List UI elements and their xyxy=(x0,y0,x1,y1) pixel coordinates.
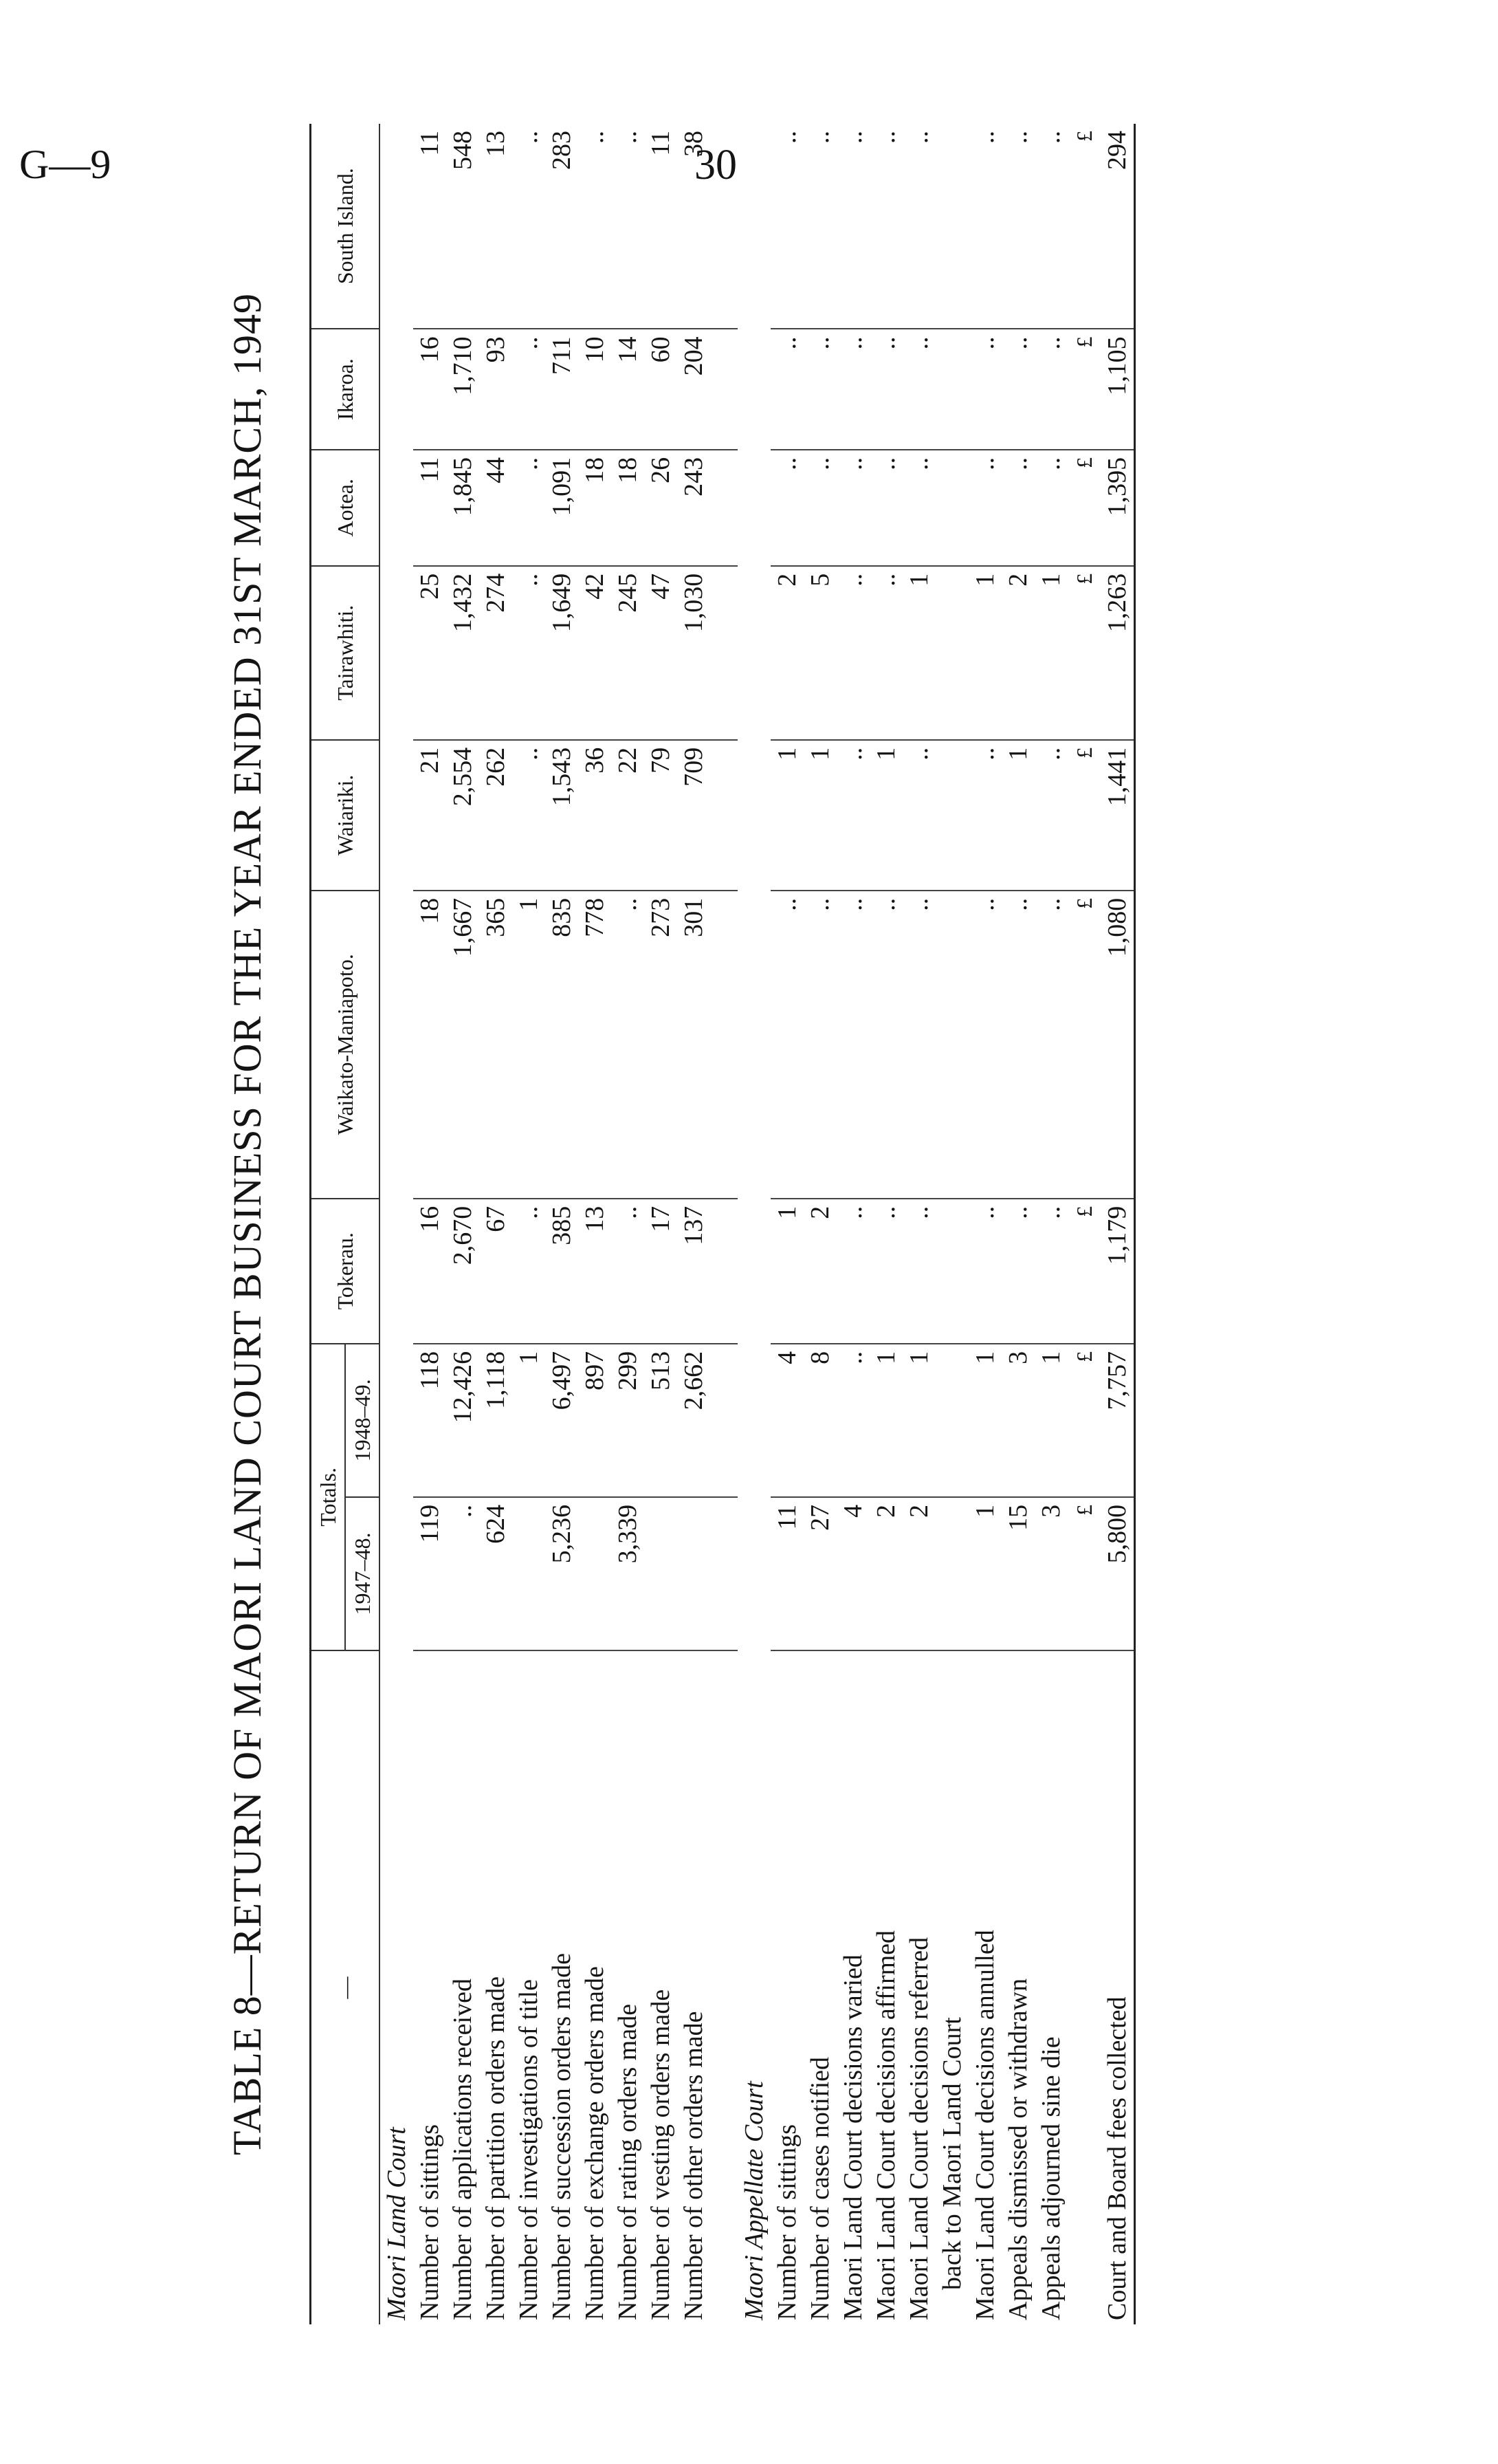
table-cell: .. xyxy=(903,891,936,1199)
table-cell: 7,757 xyxy=(1101,1344,1135,1497)
table-cell: 709 xyxy=(677,740,710,891)
table-cell: 1,441 xyxy=(1101,740,1135,891)
table-cell: 1,432 xyxy=(446,566,479,740)
table-row xyxy=(677,124,710,2324)
table-cell xyxy=(710,124,738,329)
table-cell: 42 xyxy=(578,566,611,740)
table-cell: 11 xyxy=(771,1497,804,1650)
header-tairawhiti: Tairawhiti. xyxy=(311,566,380,740)
table-cell: 93 xyxy=(479,329,512,450)
table-cell: 5 xyxy=(804,566,837,740)
table-title: TABLE 8—RETURN OF MAORI LAND COURT BUSINESS FOR THE YEAR ENDED 31ST MARCH, 1949 xyxy=(225,293,269,2155)
table-cell: 273 xyxy=(644,891,677,1199)
table-cell: 1,091 xyxy=(545,450,578,566)
table-row xyxy=(644,124,677,2324)
table-cell: .. xyxy=(870,891,903,1199)
table-cell: .. xyxy=(771,450,804,566)
table-cell: .. xyxy=(1035,329,1068,450)
table-cell: 60 xyxy=(644,329,677,450)
table-cell: .. xyxy=(512,450,545,566)
table-cell: 1,649 xyxy=(545,566,578,740)
table-cell: 27 xyxy=(804,1497,837,1650)
table-row xyxy=(545,124,578,2324)
table-cell: 11 xyxy=(413,124,446,329)
table-cell: .. xyxy=(611,124,644,329)
table-cell: .. xyxy=(969,1199,1002,1344)
table-cell: 5,800 xyxy=(1101,1497,1135,1650)
table-cell: .. xyxy=(804,891,837,1199)
table-cell xyxy=(710,329,738,450)
table-cell: 3,339 xyxy=(611,1497,644,1650)
header-waiariki: Waiariki. xyxy=(311,740,380,891)
table-cell: .. xyxy=(611,1199,644,1344)
table-cell: .. xyxy=(512,124,545,329)
table-cell: 14 xyxy=(611,329,644,450)
table-cell: 79 xyxy=(644,740,677,891)
table-cell: 1,118 xyxy=(479,1344,512,1497)
row-label: Number of applications received xyxy=(448,1978,477,2320)
table-cell xyxy=(710,740,738,891)
table-cell: .. xyxy=(903,1199,936,1344)
header-blank: — xyxy=(311,1650,380,2324)
page-number: 30 xyxy=(694,142,737,188)
page-reference: G—9 xyxy=(19,142,111,187)
table-cell: 2 xyxy=(771,566,804,740)
table-cell xyxy=(936,891,969,1199)
table-cell: .. xyxy=(870,329,903,450)
section-maori-land-court: Maori Land Court xyxy=(382,2127,411,2320)
table-cell: 1,710 xyxy=(446,329,479,450)
table-cell: 548 xyxy=(446,124,479,329)
table-cell: 299 xyxy=(611,1344,644,1497)
table-cell: 1 xyxy=(870,1344,903,1497)
table-cell xyxy=(710,1344,738,1497)
table-cell xyxy=(710,1497,738,1650)
table-row xyxy=(413,124,446,2324)
table-cell: 16 xyxy=(413,1199,446,1344)
row-label: Appeals dismissed or withdrawn xyxy=(1004,1978,1033,2320)
table-cell xyxy=(578,1497,611,1650)
table-cell: .. xyxy=(969,740,1002,891)
table-cell: 1 xyxy=(512,891,545,1199)
table-cell: £ xyxy=(1068,566,1101,740)
header-totals: Totals. xyxy=(311,1344,346,1650)
table-cell: 26 xyxy=(644,450,677,566)
table-cell: 624 xyxy=(479,1497,512,1650)
table-cell: 262 xyxy=(479,740,512,891)
row-label: back to Maori Land Court xyxy=(938,2017,967,2290)
table-row xyxy=(1002,124,1035,2324)
table-cell: .. xyxy=(804,124,837,329)
table-cell: £ xyxy=(1068,1344,1101,1497)
table-cell: £ xyxy=(1068,124,1101,329)
currency-row xyxy=(1068,124,1101,2324)
table-row xyxy=(1035,124,1068,2324)
table-cell: £ xyxy=(1068,329,1101,450)
table-cell: .. xyxy=(611,891,644,1199)
table-cell: 10 xyxy=(578,329,611,450)
table-cell: .. xyxy=(903,329,936,450)
table-row xyxy=(804,124,837,2324)
table-cell: .. xyxy=(870,1199,903,1344)
table-cell: 1 xyxy=(870,740,903,891)
table-cell: .. xyxy=(1002,329,1035,450)
table-cell: £ xyxy=(1068,1199,1101,1344)
table-cell: 1 xyxy=(1035,566,1068,740)
table-cell xyxy=(936,1497,969,1650)
row-label: Maori Land Court decisions varied xyxy=(839,1954,868,2320)
table-cell: 13 xyxy=(578,1199,611,1344)
table-cell: 1,543 xyxy=(545,740,578,891)
table-cell: .. xyxy=(1035,1199,1068,1344)
table-cell: £ xyxy=(1068,891,1101,1199)
table-cell: 1,263 xyxy=(1101,566,1135,740)
table-cell: .. xyxy=(870,566,903,740)
table-cell: .. xyxy=(512,1199,545,1344)
row-label: Maori Land Court decisions affirmed xyxy=(872,1930,901,2320)
table-row xyxy=(903,124,936,2324)
table-cell: 274 xyxy=(479,566,512,740)
table-cell: .. xyxy=(969,124,1002,329)
table-row xyxy=(969,124,1002,2324)
header-1948-49: 1948–49. xyxy=(345,1344,379,1497)
table-row xyxy=(1101,124,1135,2324)
table-cell: .. xyxy=(771,329,804,450)
header-ikaroa: Ikaroa. xyxy=(311,329,380,450)
table-cell: 22 xyxy=(611,740,644,891)
table-cell: 1,845 xyxy=(446,450,479,566)
table-cell: 1 xyxy=(903,566,936,740)
table-cell: 47 xyxy=(644,566,677,740)
table-cell: 385 xyxy=(545,1199,578,1344)
table-cell: 137 xyxy=(677,1199,710,1344)
table-cell: 513 xyxy=(644,1344,677,1497)
table-cell xyxy=(710,566,738,740)
header-tokerau: Tokerau. xyxy=(311,1199,380,1344)
table-cell xyxy=(936,1199,969,1344)
table-row xyxy=(837,124,870,2324)
row-label: Appeals adjourned sine die xyxy=(1037,2036,1066,2320)
table-cell: 245 xyxy=(611,566,644,740)
table-cell: 4 xyxy=(837,1497,870,1650)
table-cell: .. xyxy=(1035,891,1068,1199)
table-cell: .. xyxy=(870,124,903,329)
table-cell: 16 xyxy=(413,329,446,450)
table-cell: 15 xyxy=(1002,1497,1035,1650)
table-cell: .. xyxy=(903,740,936,891)
table-cell: 1 xyxy=(969,1497,1002,1650)
table-cell xyxy=(710,450,738,566)
table-cell: .. xyxy=(969,891,1002,1199)
table-cell: .. xyxy=(837,450,870,566)
row-label: Number of exchange orders made xyxy=(580,1966,609,2320)
table-cell: 1,667 xyxy=(446,891,479,1199)
row-label: Number of other orders made xyxy=(679,2011,708,2320)
table-cell: .. xyxy=(804,450,837,566)
table-cell: 12,426 xyxy=(446,1344,479,1497)
rotated-table-container xyxy=(199,124,1299,2324)
header-south-island: South Island. xyxy=(311,124,380,329)
table-cell: 67 xyxy=(479,1199,512,1344)
table-cell: 119 xyxy=(413,1497,446,1650)
table-cell: .. xyxy=(837,1199,870,1344)
table-cell: 118 xyxy=(413,1344,446,1497)
table-cell: 11 xyxy=(644,124,677,329)
table-cell: 2,670 xyxy=(446,1199,479,1344)
row-label: Number of sittings xyxy=(415,2124,444,2320)
table-cell: 283 xyxy=(545,124,578,329)
table-row xyxy=(870,124,903,2324)
table-cell: 2,554 xyxy=(446,740,479,891)
table-cell: 1,395 xyxy=(1101,450,1135,566)
table-cell xyxy=(677,1497,710,1650)
table-cell: 1,080 xyxy=(1101,891,1135,1199)
table-cell: .. xyxy=(837,740,870,891)
table-row xyxy=(479,124,512,2324)
row-label: Number of partition orders made xyxy=(481,1976,510,2320)
table-cell: 204 xyxy=(677,329,710,450)
table-cell: .. xyxy=(771,124,804,329)
table-cell xyxy=(710,1199,738,1344)
table-cell: 18 xyxy=(578,450,611,566)
table-cell: 21 xyxy=(413,740,446,891)
table-cell: 1 xyxy=(771,1199,804,1344)
header-waikato-maniapoto: Waikato-Maniapoto. xyxy=(311,891,380,1199)
row-label xyxy=(1068,1650,1101,2324)
table-cell xyxy=(512,1497,545,1650)
table-cell: 38 xyxy=(677,124,710,329)
table-cell: .. xyxy=(837,891,870,1199)
section-maori-appellate-court: Maori Appellate Court xyxy=(740,2081,769,2320)
table-row xyxy=(578,124,611,2324)
table-cell: 36 xyxy=(578,740,611,891)
table-cell: 5,236 xyxy=(545,1497,578,1650)
row-label: Number of succession orders made xyxy=(547,1953,576,2320)
table-cell: 2 xyxy=(903,1497,936,1650)
table-cell: 13 xyxy=(479,124,512,329)
table-cell: 18 xyxy=(413,891,446,1199)
table-cell: .. xyxy=(512,566,545,740)
row-label: Number of sittings xyxy=(773,2124,802,2320)
row-label: Number of rating orders made xyxy=(613,2003,642,2320)
table-cell: 2,662 xyxy=(677,1344,710,1497)
table-cell: .. xyxy=(1035,740,1068,891)
table-cell: 3 xyxy=(1002,1344,1035,1497)
row-label xyxy=(710,1650,738,2324)
table-cell: 365 xyxy=(479,891,512,1199)
table-cell: .. xyxy=(1002,450,1035,566)
table-cell: .. xyxy=(578,124,611,329)
row-label: Maori Land Court decisions referred xyxy=(905,1937,934,2320)
table-cell: 835 xyxy=(545,891,578,1199)
row-label: Court and Board fees collected xyxy=(1103,1996,1132,2320)
table-cell: .. xyxy=(1002,124,1035,329)
table-cell: .. xyxy=(837,566,870,740)
row-label: Number of investigations of title xyxy=(514,1978,543,2320)
table-cell: 6,497 xyxy=(545,1344,578,1497)
table-cell: 8 xyxy=(804,1344,837,1497)
table-cell: £ xyxy=(1068,450,1101,566)
table-cell: .. xyxy=(969,450,1002,566)
table-cell: 2 xyxy=(804,1199,837,1344)
table-cell: 11 xyxy=(413,450,446,566)
table-cell: 1 xyxy=(969,566,1002,740)
table-cell: 778 xyxy=(578,891,611,1199)
table-cell: 243 xyxy=(677,450,710,566)
table-cell: .. xyxy=(870,450,903,566)
table-cell xyxy=(936,450,969,566)
table-cell: 44 xyxy=(479,450,512,566)
table-cell: .. xyxy=(512,329,545,450)
table-cell: .. xyxy=(837,1344,870,1497)
row-label: Number of cases notified xyxy=(806,2056,835,2320)
table-cell: 301 xyxy=(677,891,710,1199)
table-cell xyxy=(936,124,969,329)
table-cell: .. xyxy=(903,450,936,566)
table-cell: 1 xyxy=(771,740,804,891)
table-cell: 294 xyxy=(1101,124,1135,329)
table-cell: .. xyxy=(903,124,936,329)
table-cell: 2 xyxy=(1002,566,1035,740)
table-row xyxy=(512,124,545,2324)
table-cell: .. xyxy=(1035,450,1068,566)
table-cell xyxy=(936,1344,969,1497)
table-cell: .. xyxy=(771,891,804,1199)
table-cell: 1 xyxy=(903,1344,936,1497)
table-cell: .. xyxy=(837,124,870,329)
table-cell: .. xyxy=(1002,891,1035,1199)
row-label: Maori Land Court decisions annulled xyxy=(971,1930,1000,2320)
table-cell: 897 xyxy=(578,1344,611,1497)
table-row xyxy=(936,124,969,2324)
table-cell: 711 xyxy=(545,329,578,450)
return-table xyxy=(309,124,1136,2324)
table-cell: .. xyxy=(837,329,870,450)
table-cell xyxy=(936,329,969,450)
table-cell: 1 xyxy=(1002,740,1035,891)
table-cell: 1 xyxy=(512,1344,545,1497)
table-cell: .. xyxy=(804,329,837,450)
table-cell: .. xyxy=(446,1497,479,1650)
table-cell xyxy=(936,566,969,740)
table-cell: 2 xyxy=(870,1497,903,1650)
table-cell: .. xyxy=(512,740,545,891)
table-cell: 1,179 xyxy=(1101,1199,1135,1344)
table-cell: 1,105 xyxy=(1101,329,1135,450)
table-cell: 18 xyxy=(611,450,644,566)
table-cell: 1 xyxy=(1035,1344,1068,1497)
header-aotea: Aotea. xyxy=(311,450,380,566)
table-cell: £ xyxy=(1068,740,1101,891)
table-cell: .. xyxy=(969,329,1002,450)
table-cell: 25 xyxy=(413,566,446,740)
header-1947-48: 1947–48. xyxy=(345,1497,379,1650)
table-cell: 1,030 xyxy=(677,566,710,740)
table-cell: 3 xyxy=(1035,1497,1068,1650)
table-row xyxy=(611,124,644,2324)
table-cell xyxy=(936,740,969,891)
row-label: Number of vesting orders made xyxy=(646,1989,675,2320)
table-row xyxy=(446,124,479,2324)
table-cell: £ xyxy=(1068,1497,1101,1650)
table-cell: 17 xyxy=(644,1199,677,1344)
table-cell: 4 xyxy=(771,1344,804,1497)
table-cell xyxy=(710,891,738,1199)
table-cell xyxy=(644,1497,677,1650)
table-cell: .. xyxy=(1035,124,1068,329)
table-cell: .. xyxy=(1002,1199,1035,1344)
table-row xyxy=(771,124,804,2324)
table-cell: 1 xyxy=(804,740,837,891)
table-cell: 1 xyxy=(969,1344,1002,1497)
